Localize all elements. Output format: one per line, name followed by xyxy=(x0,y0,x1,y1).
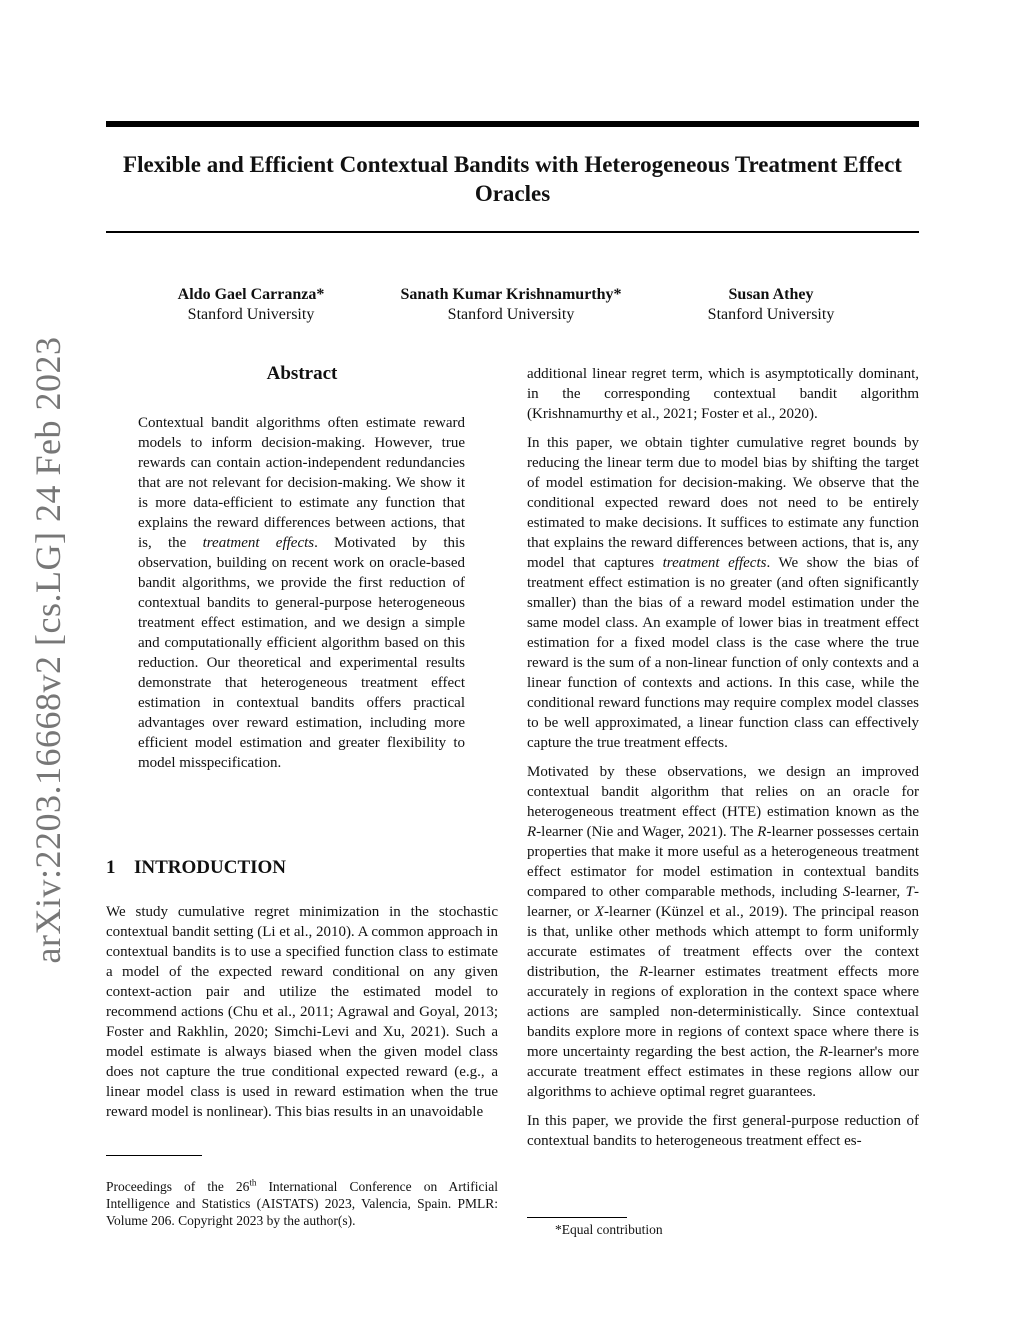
text-run: -learner, or xyxy=(527,884,920,920)
text-run: -learner (Nie and Wager, 2021). The xyxy=(536,824,758,840)
author-3 xyxy=(671,285,871,325)
body-paragraph: In this paper, we provide the first general-purpose reduction of contextual bandits to heterogeneous treatment effect es- xyxy=(527,1113,919,1149)
section-heading xyxy=(106,857,286,879)
footnote-text: International Conference on Artificial Intelligence and Statistics (AISTATS) 2023, Valencia, Spain. PMLR: Volume 206. Copyright 2023 by the author(s). xyxy=(106,1179,498,1228)
author-name: Susan Athey xyxy=(728,286,814,303)
author-block xyxy=(106,285,919,335)
footnote-text: Proceedings of the 26 xyxy=(106,1179,250,1194)
section-title: INTRODUCTION xyxy=(134,857,287,878)
text-run: -learner estimates treatment effects more accurately in regions of exploration in the context space where actions are sampled non-deterministically. Since contextual bandits explore more in regions of context space where there is more uncertainty regarding the best action, the xyxy=(527,964,919,1060)
text-run: -learner possesses certain properties that make it more useful as a heterogeneous treatment effect estimator for model estimation in contextual bandits compared to other comparable methods, including xyxy=(527,824,919,900)
footnote-superscript: th xyxy=(249,1177,257,1188)
author-1 xyxy=(136,285,366,325)
emphasis: treatment effects xyxy=(662,555,767,571)
math-symbol: X xyxy=(594,904,604,920)
abstract-text xyxy=(138,413,465,773)
paper-title: Flexible and Efficient Contextual Bandits with Heterogeneous Treatment Effect Oracles xyxy=(123,152,902,206)
math-symbol: S xyxy=(842,884,851,900)
equal-contribution-footnote: *Equal contribution xyxy=(555,1222,663,1237)
math-symbol: R xyxy=(818,1044,829,1060)
text-run: . We show the bias of treatment effect estimation is no greater (and often significantly smaller) than the bias of a reward model estimation under the same model class. An example of lower bias in treatment effect estimation for a fixed model class is the case where the true reward is the sum of a non-linear function of only contexts and a linear function of contexts and actions. In this case, while the conditional reward functions may require complex model classes to be well approximated, a linear function class can effectively capture the true treatment effects. xyxy=(527,555,919,751)
abstract-text-part: . Motivated by this observation, building on recent work on oracle-based bandit algorithms, we provide the first reduction of contextual bandits to general-purpose heterogeneous treatment effect estimation, and we design a simple and computationally efficient algorithm based on this reduction. Our theoretical and experimental results demonstrate that heterogeneous treatment effect estimation in contextual bandits offers practical advantages over reward estimation, including more efficient model estimation and greater flexibility to model misspecification. xyxy=(138,535,465,771)
text-run: In this paper, we obtain tighter cumulative regret bounds by reducing the linear term due to model bias by shifting the target of model estimation for decision-making. We observe that the conditional expected reward does not need to be entirely estimated to make decisions. It suffices to estimate any function that explains the reward differences between actions, that is, any model that captures xyxy=(527,435,919,571)
math-symbol: T xyxy=(905,884,915,900)
author-affiliation: Stanford University xyxy=(447,306,575,323)
abstract-heading: Abstract xyxy=(266,363,338,384)
arxiv-identifier: arXiv:2203.16668v2 [cs.LG] 24 Feb 2023 xyxy=(28,336,68,964)
intro-paragraph: We study cumulative regret minimization in the stochastic contextual bandit setting (Li et al., 2010). A common approach in contextual bandits is to use a specified function class to estimate a model of the expected reward conditional on any given context-action pair and utilize the estimated model to recommend actions (Chu et al., 2011; Agrawal and Goyal, 2013; Foster and Rakhlin, 2020; Simchi-Levi and Xu, 2021). Such a model estimate is always biased when the given model class does not capture the true conditional expected reward (e.g., a linear model class is used in reward estimation when the true reward model is nonlinear). This bias results in an unavoidable xyxy=(106,904,498,1120)
author-name: Aldo Gael Carranza* xyxy=(177,286,325,303)
footnote-rule xyxy=(106,1155,202,1156)
section-number: 1 xyxy=(106,857,116,878)
text-run: Motivated by these observations, we design an improved contextual bandit algorithm that relies on an oracle for heterogeneous treatment effect (HTE) estimation known as the xyxy=(527,764,919,820)
text-run: -learner (Künzel et al., 2019). The principal reason is that, unlike other methods which attempt to form uniformly accurate estimates of treatment effects over the context distribution, the xyxy=(527,904,919,980)
text-run: -learner, xyxy=(850,884,906,900)
proceedings-footnote xyxy=(106,1178,498,1229)
body-paragraph xyxy=(527,433,919,753)
author-2 xyxy=(371,285,651,325)
right-column xyxy=(527,364,919,1160)
abstract-emphasis: treatment effects xyxy=(202,535,315,551)
body-paragraph: additional linear regret term, which is asymptotically dominant, in the corresponding contextual bandit algorithm (Krishnamurthy et al., 2021; Foster et al., 2020). xyxy=(527,366,919,422)
author-name: Sanath Kumar Krishnamurthy* xyxy=(400,286,622,303)
text-run: -learner's more accurate treatment effect estimates in these regions allow our algorithms to achieve optimal regret guarantees. xyxy=(527,1044,919,1100)
body-paragraph xyxy=(527,762,919,1102)
abstract-text-part: Contextual bandit algorithms often estimate reward models to inform decision-making. However, true rewards can contain action-independent redundancies that are not relevant for decision-making. We show it is more data-efficient to estimate any function that explains the reward differences between actions, that is, the xyxy=(138,415,465,551)
math-symbol: R xyxy=(527,824,537,840)
author-affiliation: Stanford University xyxy=(707,306,835,323)
footnote-rule xyxy=(527,1217,627,1218)
author-affiliation: Stanford University xyxy=(187,306,315,323)
math-symbol: R xyxy=(638,964,649,980)
math-symbol: R xyxy=(757,824,767,840)
title-top-rule xyxy=(106,121,919,127)
title-bottom-rule xyxy=(106,231,919,233)
